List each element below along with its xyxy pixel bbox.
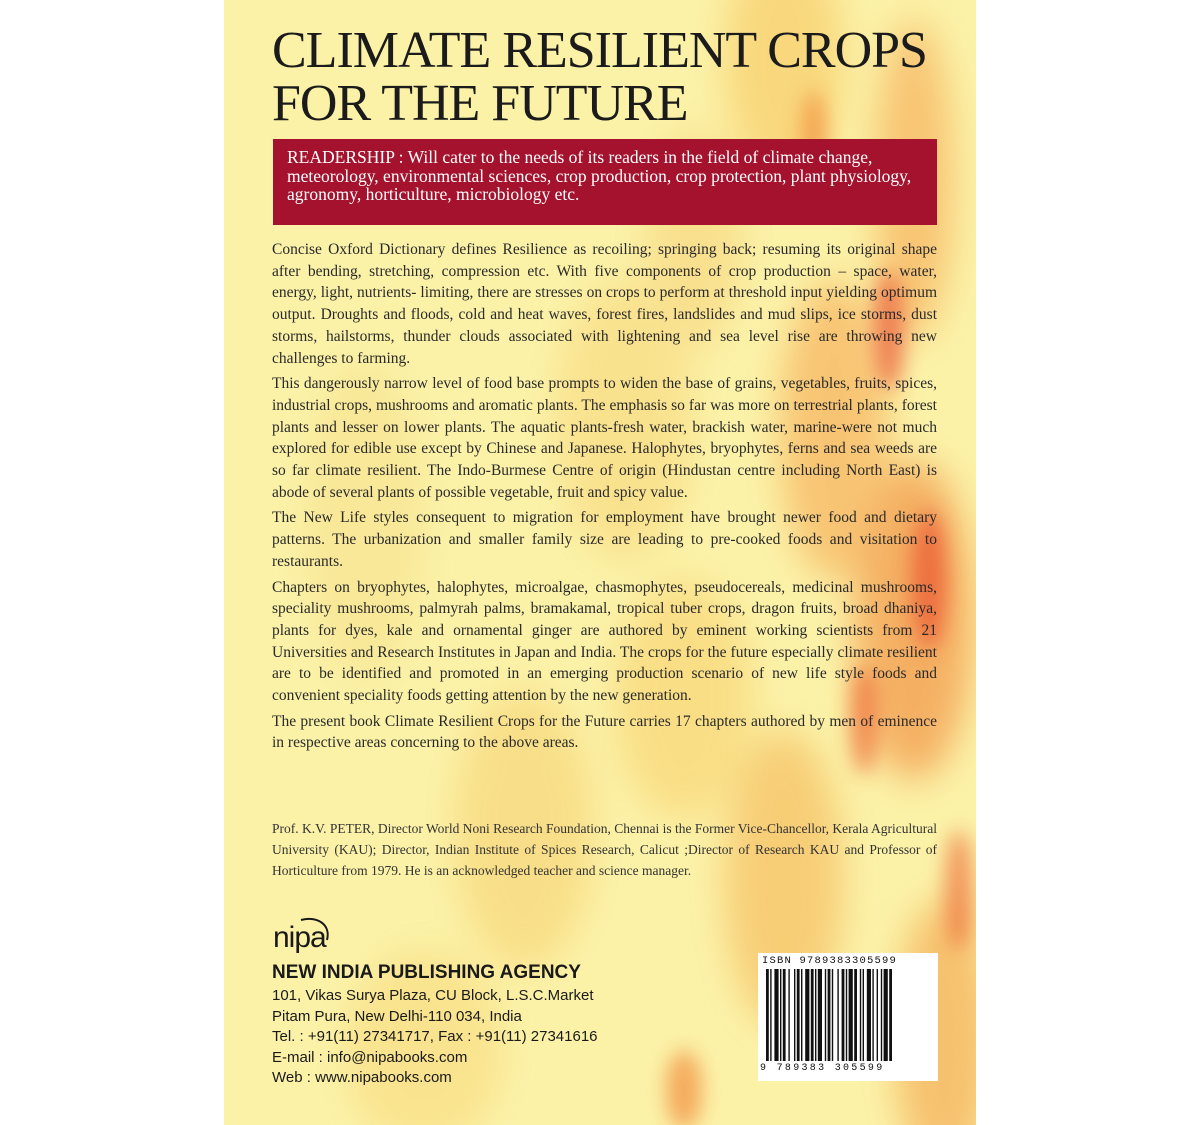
- barcode-bar: [825, 969, 826, 1061]
- publisher-address-2: Pitam Pura, New Delhi-110 034, India: [272, 1007, 522, 1025]
- author-note: Prof. K.V. PETER, Director World Noni Research Foundation, Chennai is the Former Vice-Chancellor, Kerala Agricultural University (KAU); Director, Indian Institute of Spices Research, Calicut ;Director of Research KAU and Professor of Horticulture from 1979. He is an acknowledged teacher and science manager.: [272, 821, 937, 878]
- blurb-text: [272, 239, 937, 758]
- barcode-digits: 9 789383 305599: [760, 1063, 885, 1074]
- barcode-bar: [780, 969, 781, 1061]
- barcode-bar: [854, 969, 857, 1061]
- barcode-bar: [766, 969, 769, 1061]
- title-line-1: CLIMATE RESILIENT CROPS: [272, 22, 927, 79]
- barcode-bar: [860, 969, 861, 1061]
- blurb-paragraph-1: Concise Oxford Dictionary defines Resilience as recoiling; springing back; resuming its original shape after bending, stretching, compression etc. With five components of crop production – space, water, energy, light, nutrients- limiting, there are stresses on crops to perform at threshold input yielding optimum output. Droughts and floods, cold and heat waves, forest fires, landslides and mud slips, ice storms, dust storms, hailstorms, thunder clouds associated with lightening and sea level rise are throwing new challenges to farming.: [272, 241, 937, 367]
- publisher-address-1: 101, Vikas Surya Plaza, CU Block, L.S.C.Market: [272, 987, 594, 1004]
- publisher-logo: [271, 914, 341, 958]
- barcode-bar: [818, 969, 822, 1061]
- book-back-cover: [224, 0, 976, 1125]
- barcode-bar: [811, 969, 814, 1061]
- book-title: [272, 24, 962, 130]
- barcode-bar: [828, 969, 831, 1061]
- barcode-bar: [863, 969, 864, 1061]
- barcode-bar: [877, 969, 878, 1061]
- barcode-bar: [842, 969, 845, 1061]
- barcode-bar: [788, 969, 789, 1061]
- publisher-name: NEW INDIA PUBLISHING AGENCY: [272, 962, 581, 983]
- barcode-bar: [794, 969, 795, 1061]
- barcode-bar: [805, 969, 809, 1061]
- barcode-bar: [881, 969, 882, 1061]
- barcode-bar: [846, 969, 847, 1061]
- publisher-web: Web : www.nipabooks.com: [272, 1069, 452, 1086]
- logo-text: nipa: [273, 921, 326, 954]
- barcode-bar: [884, 969, 888, 1061]
- barcode-bar: [815, 969, 816, 1061]
- title-line-2: FOR THE FUTURE: [272, 75, 688, 132]
- barcode-bar: [783, 969, 786, 1061]
- isbn-label: ISBN 9789383305599: [762, 955, 898, 967]
- readership-box: READERSHIP : Will cater to the needs of its readers in the field of climate change, meteorology, environmental sciences, crop production, crop protection, plant physiology, agronomy, horticulture, microbiology etc.: [273, 139, 937, 225]
- blurb-paragraph-3: The New Life styles consequent to migration for employment have brought newer food and dietary patterns. The urbanization and smaller family size are leading to pre-cooked foods and visitation to restaurants.: [272, 509, 937, 570]
- publisher-email: E-mail : info@nipabooks.com: [272, 1048, 468, 1066]
- blurb-paragraph-4: Chapters on bryophytes, halophytes, microalgae, chasmophytes, pseudocereals, medicinal mushrooms, speciality mushrooms, palmyrah palms, bramakamal, tropical tuber crops, dragon fruits, broad dhaniya, plants for dyes, kale and ornamental ginger are authored by eminent working scientists from 21 Universities and Research Institutes in Japan and India. The crops for the future especially climate resilient are to be identified and promoted in an emerging production scenario of new life style foods and convenient speciality foods getting attention by the new generation.: [272, 578, 937, 705]
- barcode-bar: [774, 969, 778, 1061]
- publisher-phone: Tel. : +91(11) 27341717, Fax : +91(11) 27341616: [272, 1028, 598, 1045]
- isbn-barcode: [758, 953, 938, 1081]
- barcode-bar: [867, 969, 871, 1061]
- barcode-bar: [797, 969, 800, 1061]
- barcode-bar: [837, 969, 838, 1061]
- publisher-info: [272, 960, 598, 1089]
- blurb-paragraph-5: The present book Climate Resilient Crops for the Future carries 17 chapters authored by men of eminence in respective areas concerning to the above areas.: [272, 712, 937, 752]
- barcode-bar: [770, 969, 771, 1061]
- barcode-bar: [849, 969, 853, 1061]
- barcode-bar: [872, 969, 873, 1061]
- barcode-bar: [801, 969, 802, 1061]
- blurb-paragraph-2: This dangerously narrow level of food base prompts to widen the base of grains, vegetables, fruits, spices, industrial crops, mushrooms and aromatic plants. The emphasis so far was more on terrestrial plants, forest plants and lesser on lower plants. The aquatic plants-fresh water, brackish water, marine-were not much explored for edible use except by Chinese and Japanese. Halophytes, bryophytes, ferns and sea weeds are so far climate resilient. The Indo-Burmese Centre of origin (Hindustan centre including North East) is abode of several plants of possible vegetable, fruit and spicy value.: [272, 375, 937, 501]
- barcode-bar: [832, 969, 833, 1061]
- barcode-bars: [764, 969, 932, 1063]
- barcode-bar: [889, 969, 892, 1061]
